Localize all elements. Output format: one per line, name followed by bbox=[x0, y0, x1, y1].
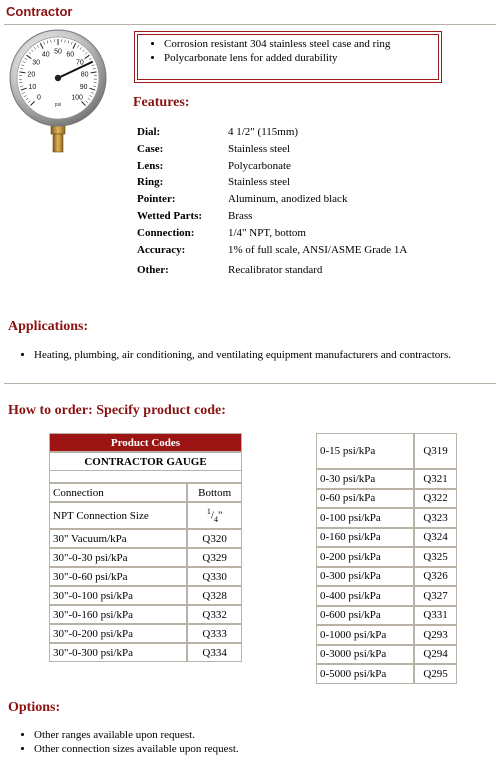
gauge-dial-label: 100 bbox=[71, 94, 83, 102]
features-heading: Features: bbox=[133, 95, 190, 110]
applications-list bbox=[0, 348, 500, 362]
gauge-dial-label: 10 bbox=[28, 83, 37, 91]
npt-label: NPT Connection Size bbox=[49, 502, 187, 529]
code-row bbox=[316, 508, 457, 528]
code-row bbox=[316, 664, 457, 684]
gauge-dial-label: 0 bbox=[36, 94, 41, 102]
code-cell: Q323 bbox=[414, 508, 457, 528]
feature-label: Dial: bbox=[137, 126, 161, 138]
gauge-title: CONTRACTOR GAUGE bbox=[49, 452, 242, 471]
code-row bbox=[49, 586, 242, 605]
gauge-hub bbox=[55, 75, 61, 81]
order-heading: How to order: Specify product code: bbox=[8, 403, 226, 418]
feature-label: Other: bbox=[137, 264, 169, 277]
feature-label: Connection: bbox=[137, 226, 195, 239]
highlight-item: • Polycarbonate lens for added durability bbox=[164, 51, 438, 65]
feature-value: 1% of full scale, ANSI/ASME Grade 1A bbox=[228, 243, 408, 256]
npt-value: $^1/_4$" bbox=[187, 502, 242, 529]
range-cell: 0-160 psi/kPa bbox=[316, 528, 414, 548]
feature-value: Polycarbonate bbox=[228, 159, 291, 172]
gauge-dial-label: 70 bbox=[75, 59, 84, 67]
range-cell: 30"-0-30 psi/kPa bbox=[49, 548, 187, 567]
gauge-dial-label: 90 bbox=[79, 83, 88, 91]
code-cell: Q325 bbox=[414, 547, 457, 567]
code-row bbox=[316, 606, 457, 626]
range-cell: 30"-0-100 psi/kPa bbox=[49, 586, 187, 605]
code-row bbox=[49, 529, 242, 548]
range-cell: 30"-0-160 psi/kPa bbox=[49, 605, 187, 624]
product-codes-table bbox=[49, 433, 242, 662]
code-cell: Q324 bbox=[414, 528, 457, 548]
feature-label: Case: bbox=[137, 142, 164, 155]
code-cell: Q293 bbox=[414, 625, 457, 645]
code-cell: Q322 bbox=[414, 489, 457, 509]
range-cell: 30" Vacuum/kPa bbox=[49, 529, 187, 548]
npt-denominator: 4 bbox=[213, 514, 218, 524]
feature-value: Aluminum, anodized black bbox=[228, 193, 348, 206]
code-cell: Q327 bbox=[414, 586, 457, 606]
spacer-cell bbox=[49, 471, 242, 483]
code-row bbox=[316, 433, 457, 469]
code-cell: Q319 bbox=[414, 433, 457, 469]
feature-row bbox=[137, 227, 407, 244]
options-heading: Options: bbox=[8, 700, 61, 715]
gauge-dial-label: 80 bbox=[80, 71, 89, 79]
code-cell: Q329 bbox=[187, 548, 242, 567]
title-divider bbox=[4, 24, 496, 25]
feature-row bbox=[137, 126, 407, 143]
connection-value: Bottom bbox=[187, 483, 242, 502]
code-cell: Q332 bbox=[187, 605, 242, 624]
npt-unit: " bbox=[217, 509, 223, 522]
code-cell: Q321 bbox=[414, 469, 457, 489]
connection-row bbox=[49, 483, 242, 502]
range-cell: 30"-0-300 psi/kPa bbox=[49, 643, 187, 662]
gauge-dial-label: 20 bbox=[27, 71, 36, 79]
code-row bbox=[316, 586, 457, 606]
feature-row bbox=[137, 210, 407, 227]
npt-numerator: 1 bbox=[206, 507, 211, 517]
range-cell: 0-1000 psi/kPa bbox=[316, 625, 414, 645]
range-cell: 0-3000 psi/kPa bbox=[316, 645, 414, 665]
code-cell: Q328 bbox=[187, 586, 242, 605]
gauge-dial-label: 50 bbox=[54, 48, 62, 56]
feature-row bbox=[137, 143, 407, 160]
feature-value: Stainless steel bbox=[228, 142, 291, 155]
code-row bbox=[49, 643, 242, 662]
feature-label: Accuracy: bbox=[137, 243, 186, 256]
code-row bbox=[49, 567, 242, 586]
highlights-list bbox=[138, 37, 438, 65]
code-row bbox=[49, 548, 242, 567]
code-row bbox=[316, 567, 457, 587]
gauge-dial-label: 30 bbox=[32, 59, 41, 67]
gauge-unit-label: psi bbox=[54, 102, 62, 108]
code-row bbox=[316, 625, 457, 645]
page-title: Contractor bbox=[6, 4, 73, 19]
connection-label: Connection bbox=[49, 483, 187, 502]
options-list bbox=[0, 728, 500, 756]
code-cell: Q331 bbox=[414, 606, 457, 626]
range-cell: 0-600 psi/kPa bbox=[316, 606, 414, 626]
range-cell: 0-60 psi/kPa bbox=[316, 489, 414, 509]
highlight-item: • Corrosion resistant 304 stainless steel case and ring bbox=[164, 37, 438, 51]
range-cell: 0-30 psi/kPa bbox=[316, 469, 414, 489]
code-row bbox=[49, 605, 242, 624]
gauge-dial-label: 40 bbox=[41, 51, 50, 59]
code-cell: Q333 bbox=[187, 624, 242, 643]
range-cell: 0-200 psi/kPa bbox=[316, 547, 414, 567]
range-cell: 0-15 psi/kPa bbox=[316, 433, 414, 469]
code-cell: Q334 bbox=[187, 643, 242, 662]
code-row bbox=[316, 547, 457, 567]
feature-label: Ring: bbox=[137, 176, 164, 189]
code-cell: Q295 bbox=[414, 664, 457, 684]
feature-value: Stainless steel bbox=[228, 176, 291, 189]
option-item: • Other connection sizes available upon request. bbox=[34, 742, 500, 756]
code-row bbox=[316, 528, 457, 548]
code-cell: Q294 bbox=[414, 645, 457, 665]
product-codes-header: Product Codes bbox=[49, 433, 242, 452]
applications-heading: Applications: bbox=[8, 319, 89, 334]
feature-label: Lens: bbox=[137, 159, 164, 172]
pressure-gauge-image bbox=[6, 28, 114, 156]
npt-row bbox=[49, 502, 242, 529]
range-codes-table bbox=[316, 433, 457, 684]
range-cell: 0-400 psi/kPa bbox=[316, 586, 414, 606]
feature-label: Wetted Parts: bbox=[137, 209, 203, 222]
feature-row bbox=[137, 160, 407, 177]
code-row bbox=[316, 645, 457, 665]
feature-value: Recalibrator standard bbox=[228, 264, 323, 277]
range-cell: 0-5000 psi/kPa bbox=[316, 664, 414, 684]
range-cell: 0-100 psi/kPa bbox=[316, 508, 414, 528]
gauge-dial-label: 60 bbox=[66, 51, 75, 59]
application-item: • Heating, plumbing, air conditioning, and ventilating equipment manufacturers and contractors. bbox=[34, 348, 500, 362]
code-cell: Q330 bbox=[187, 567, 242, 586]
feature-value: 4 1/2" (115mm) bbox=[228, 126, 299, 138]
highlights-box bbox=[137, 34, 439, 80]
feature-row bbox=[137, 176, 407, 193]
range-cell: 0-300 psi/kPa bbox=[316, 567, 414, 587]
feature-row bbox=[137, 193, 407, 210]
feature-value: Brass bbox=[228, 209, 253, 222]
option-item: • Other ranges available upon request. bbox=[34, 728, 500, 742]
code-cell: Q326 bbox=[414, 567, 457, 587]
applications-divider bbox=[4, 383, 496, 384]
range-cell: 30"-0-60 psi/kPa bbox=[49, 567, 187, 586]
code-row bbox=[316, 489, 457, 509]
code-row bbox=[49, 624, 242, 643]
range-cell: 30"-0-200 psi/kPa bbox=[49, 624, 187, 643]
feature-value: 1/4" NPT, bottom bbox=[228, 226, 306, 239]
feature-row bbox=[137, 260, 407, 281]
feature-label: Pointer: bbox=[137, 193, 176, 206]
code-cell: Q320 bbox=[187, 529, 242, 548]
feature-row bbox=[137, 244, 407, 261]
features-table bbox=[137, 126, 407, 281]
code-row bbox=[316, 469, 457, 489]
